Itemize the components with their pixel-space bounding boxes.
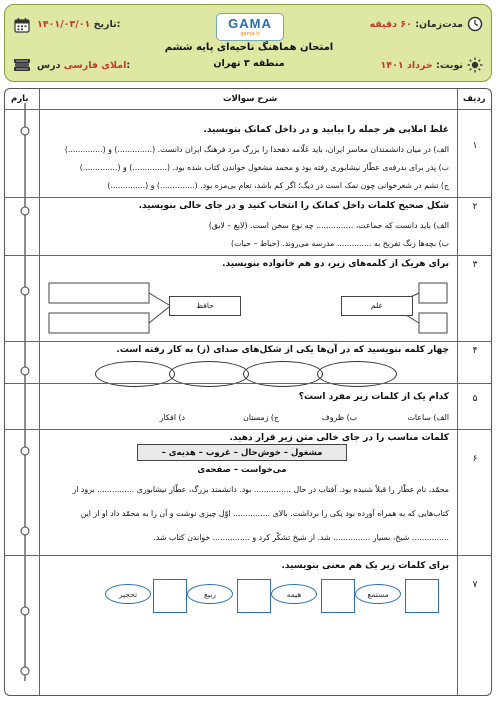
word-box-hafez: حافظ — [169, 296, 241, 316]
question-5-option-b: ب) ظروف — [321, 413, 357, 422]
clock-icon — [467, 16, 483, 32]
question-3-title: برای هریک از کلمه‌های زیر، دو هم خانواده بنویسید. — [222, 259, 449, 269]
question-5-title: کدام یک از کلمات زیر مفرد است؟ — [298, 392, 449, 402]
column-divider — [39, 89, 40, 695]
exam-page — [4, 4, 492, 698]
question-number: ۱ — [472, 141, 478, 151]
duration-label: مدت‌زمان: — [415, 19, 463, 30]
exam-region: منطقه ۳ تهران — [213, 58, 285, 69]
questions-column-header: شرح سوالات — [223, 94, 278, 104]
turn-field — [380, 60, 463, 71]
logo-text: GAMA — [228, 16, 272, 31]
question-1-title: غلط املایی هر جمله را بیابید و در داخل کمانک بنویسید. — [203, 125, 449, 135]
word-box-elm: علم — [341, 296, 413, 316]
turn-label: نوبت: — [436, 60, 463, 71]
question-number: ۷ — [472, 580, 478, 590]
question-6-line-3: ............... شیخ، بسیار ............... شد. از شیخ تشکّر کرد و ............... خواندن کتاب شد. — [153, 533, 449, 542]
question-2-line-a: الف) باید دانست که جماعت، ............... چه نوع سخن است. (لایغ – لایق) — [208, 221, 449, 230]
question-6-title: کلمات مناسب را در جای خالی متن زیر قرار دهید. — [229, 433, 449, 443]
question-7-title: برای کلمات زیر یک هم معنی بنویسید. — [281, 561, 449, 571]
spiral-binding — [11, 91, 39, 691]
questions-table — [4, 88, 492, 696]
row-divider — [5, 197, 491, 198]
logo-subtext: gama.ir — [240, 31, 260, 37]
row-divider — [5, 555, 491, 556]
row-divider — [5, 429, 491, 430]
calendar-icon — [14, 17, 30, 33]
gama-logo — [216, 13, 284, 41]
question-5-option-c: ج) زمستان — [243, 413, 279, 422]
row-divider — [5, 341, 491, 342]
duration-field — [369, 19, 463, 30]
column-divider — [457, 89, 458, 695]
turn-value: خرداد ۱۴۰۱ — [380, 60, 433, 71]
exam-header — [4, 4, 492, 82]
word-bank: مشغول – خوش‌حال – غروب – هدیه‌ی – می‌خواست – صفحه‌ی — [137, 444, 347, 461]
subject-label: درس: — [37, 60, 131, 71]
question-number: ۶ — [472, 454, 478, 464]
books-icon — [13, 57, 31, 72]
row-divider — [5, 383, 491, 384]
row-divider — [5, 255, 491, 256]
question-number: ۳ — [472, 260, 478, 270]
answer-square — [153, 579, 187, 613]
date-field — [37, 19, 120, 30]
word-oval-tahjir: تحجیر — [105, 584, 151, 604]
sun-icon — [467, 57, 483, 73]
question-number: ۴ — [472, 346, 478, 356]
question-5-option-d: د) افکار — [159, 413, 185, 422]
duration-value: ۶۰ دقیقه — [369, 19, 412, 30]
date-label: تاریخ: — [93, 19, 121, 30]
date-value: ۱۴۰۱/۰۳/۰۱ — [37, 19, 91, 30]
question-4-title: چهار کلمه بنویسید که در آن‌ها یکی از شکل‌های صدای (ز) به کار رفته است. — [116, 345, 449, 355]
question-number: ۵ — [472, 394, 478, 404]
subject-value: املای فارسی — [63, 60, 127, 71]
word-oval-mostame: مستمع — [355, 584, 401, 604]
question-1-line-b: ب) پدر برای بدرقه‌ی عطّار نیشابوری رفته بود و محمد مشغول خواندن کتاب شده بود. (..............) و (..............) — [79, 163, 449, 172]
row-divider — [5, 109, 491, 110]
answer-square — [405, 579, 439, 613]
subject-field — [37, 60, 130, 71]
question-2-title: شکل صحیح کلمات داخل کمانک را انتخاب کنید و در جای خالی بنویسید. — [138, 201, 449, 211]
score-column-header: بارم — [11, 94, 29, 104]
row-column-header: ردیف — [463, 94, 486, 104]
answer-square — [237, 579, 271, 613]
word-oval-rabi: ربیع — [187, 584, 233, 604]
word-oval-hizom: هیمه — [271, 584, 317, 604]
answer-square — [321, 579, 355, 613]
question-2-line-b: ب) بچه‌ها زنگ تفریح به .............. مدرسه می‌روند. (حیاط – حیات) — [231, 239, 449, 248]
question-1-line-c: ج) تشم در شعرخوانی چون نمک است در دیگ؛ اگر کم باشد، تعام بی‌مزه بود. (..............) و (..............) — [107, 181, 449, 190]
question-number: ۲ — [472, 202, 478, 212]
question-1-line-a: الف) در میان دانشمندان معاسر ایران، باید عَلّامه دهخدا را بزرگ مرد فرهنگ ایران دانست. (..............) و (..............) — [64, 145, 449, 154]
question-5-option-a: الف) ساعات — [407, 413, 449, 422]
exam-title: امتحان هماهنگ ناحیه‌ای پایه ششم — [164, 42, 334, 53]
question-6-line-2: کتاب‌هایی که به همراه آورده بود یکی را برداشت. بالای ............... اوّل چیزی نوشت و آن را به محمّد داد او از این — [80, 509, 449, 518]
question-6-line-1: محمّد، نام عطّار را قبلاً شنیده بود. آفتاب در حال ............... بود. دانشمند بزرگ، عطّار نیشابوری ............... برود از — [72, 485, 449, 494]
